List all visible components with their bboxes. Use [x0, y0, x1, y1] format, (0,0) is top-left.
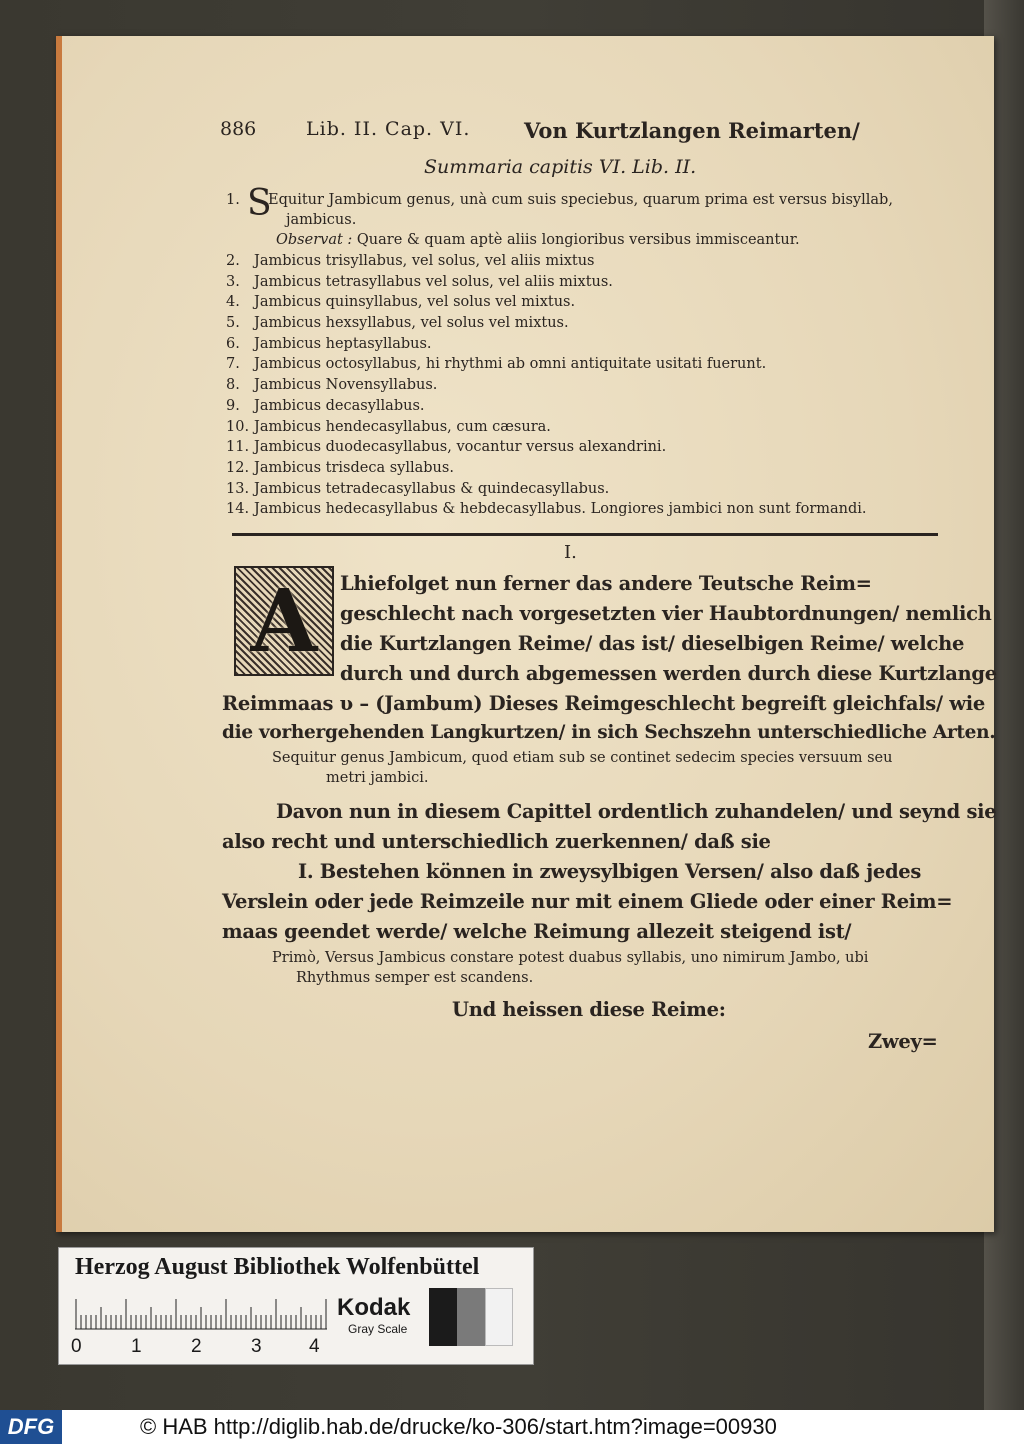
body-line: maas geendet werde/ welche Reimung allezeit steigend ist/ [222, 920, 852, 943]
summary-item: 14. Jambicus hedecasyllabus & hebdecasyllabus. Longiores jambici non sunt formandi. [226, 501, 867, 517]
library-name: Herzog August Bibliothek Wolfenbüttel [75, 1254, 480, 1280]
ruler-scale [75, 1296, 327, 1330]
section-rule [232, 533, 938, 536]
body-line: also recht und unterschiedlich zuerkennen/ daß sie [222, 830, 771, 853]
summary-item: 2. Jambicus trisyllabus, vel solus, vel aliis mixtus [226, 253, 595, 269]
summary-item: 7. Jambicus octosyllabus, hi rhythmi ab omni antiquitate usitati fuerunt. [226, 356, 767, 372]
body-line: Reimmaas υ – (Jambum) Dieses Reimgeschlecht begreift gleichfals/ wie [222, 692, 985, 715]
ruler-number: 1 [131, 1336, 142, 1357]
summary-observation: Observat : Quare & quam aptè aliis longioribus versibus immisceantur. [276, 232, 800, 248]
summary-item: 3. Jambicus tetrasyllabus vel solus, vel aliis mixtus. [226, 274, 613, 290]
running-head-book-chapter: Lib. II. Cap. VI. [306, 118, 471, 140]
ruler-number: 4 [309, 1336, 320, 1357]
ruler-numbers [71, 1336, 341, 1360]
running-head-title: Von Kurtzlangen Reimarten/ [524, 118, 860, 143]
credit-bar [0, 1410, 1024, 1444]
gray-scale-caption: Gray Scale [348, 1322, 408, 1336]
summary-item: 8. Jambicus Novensyllabus. [226, 377, 438, 393]
subheading: Und heissen diese Reime: [452, 998, 726, 1021]
latin-line: Sequitur genus Jambicum, quod etiam sub se continet sedecim species versuum seu [272, 750, 893, 766]
body-line: I. Bestehen können in zweysylbigen Versen/ also daß jedes [298, 860, 922, 883]
summary-item: 6. Jambicus heptasyllabus. [226, 336, 432, 352]
body-line: Verslein oder jede Reimzeile nur mit einem Gliede oder einer Reim= [222, 890, 953, 913]
body-line: die Kurtzlangen Reime/ das ist/ dieselbigen Reime/ welche [340, 632, 965, 655]
latin-line: Rhythmus semper est scandens. [296, 970, 534, 986]
gray-patch-black [429, 1288, 457, 1346]
summary-item: 9. Jambicus decasyllabus. [226, 398, 425, 414]
summary-item: 10. Jambicus hendecasyllabus, cum cæsura. [226, 419, 551, 435]
kodak-logo: Kodak [337, 1294, 411, 1321]
page-number: 886 [220, 118, 257, 140]
summary-drop-initial: S [247, 183, 272, 224]
body-line: geschlecht nach vorgesetzten vier Haubtordnungen/ nemlich [340, 602, 992, 625]
section-number: I. [564, 542, 577, 563]
ruler-number: 2 [191, 1336, 202, 1357]
dfg-logo: DFG [0, 1410, 62, 1444]
book-page [56, 36, 997, 1232]
library-scan-label [58, 1247, 534, 1365]
gray-patch-mid [457, 1288, 485, 1346]
summary-item: 5. Jambicus hexsyllabus, vel solus vel mixtus. [226, 315, 569, 331]
ruler-number: 0 [71, 1336, 82, 1357]
catchword: Zwey= [868, 1030, 938, 1053]
body-line: die vorhergehenden Langkurtzen/ in sich Sechszehn unterschiedliche Arten. [222, 722, 996, 743]
summary-item: jambicus. [286, 212, 357, 228]
latin-line: Primò, Versus Jambicus constare potest duabus syllabis, uno nimirum Jambo, ubi [272, 950, 869, 966]
ruler-number: 3 [251, 1336, 262, 1357]
latin-line: metri jambici. [326, 770, 429, 786]
decorated-initial: A [234, 566, 334, 676]
body-line: durch und durch abgemessen werden durch diese Kurtzlange [340, 662, 997, 685]
summary-title: Summaria capitis VI. Lib. II. [424, 156, 697, 178]
body-line: Lhiefolget nun ferner das andere Teutsche Reim= [340, 572, 872, 595]
summary-item: 4. Jambicus quinsyllabus, vel solus vel mixtus. [226, 294, 576, 310]
summary-item: 12. Jambicus trisdeca syllabus. [226, 460, 454, 476]
copyright-link[interactable]: © HAB http://diglib.hab.de/drucke/ko-306/start.htm?image=00930 [140, 1414, 777, 1439]
summary-item: 13. Jambicus tetradecasyllabus & quindecasyllabus. [226, 481, 610, 497]
summary-item: 1. Equitur Jambicum genus, unà cum suis speciebus, quarum prima est versus bisyllab, [226, 192, 893, 208]
summary-item: 11. Jambicus duodecasyllabus, vocantur versus alexandrini. [226, 439, 667, 455]
gray-patch-white [485, 1288, 513, 1346]
body-line: Davon nun in diesem Capittel ordentlich zuhandelen/ und seynd sie [276, 800, 997, 823]
